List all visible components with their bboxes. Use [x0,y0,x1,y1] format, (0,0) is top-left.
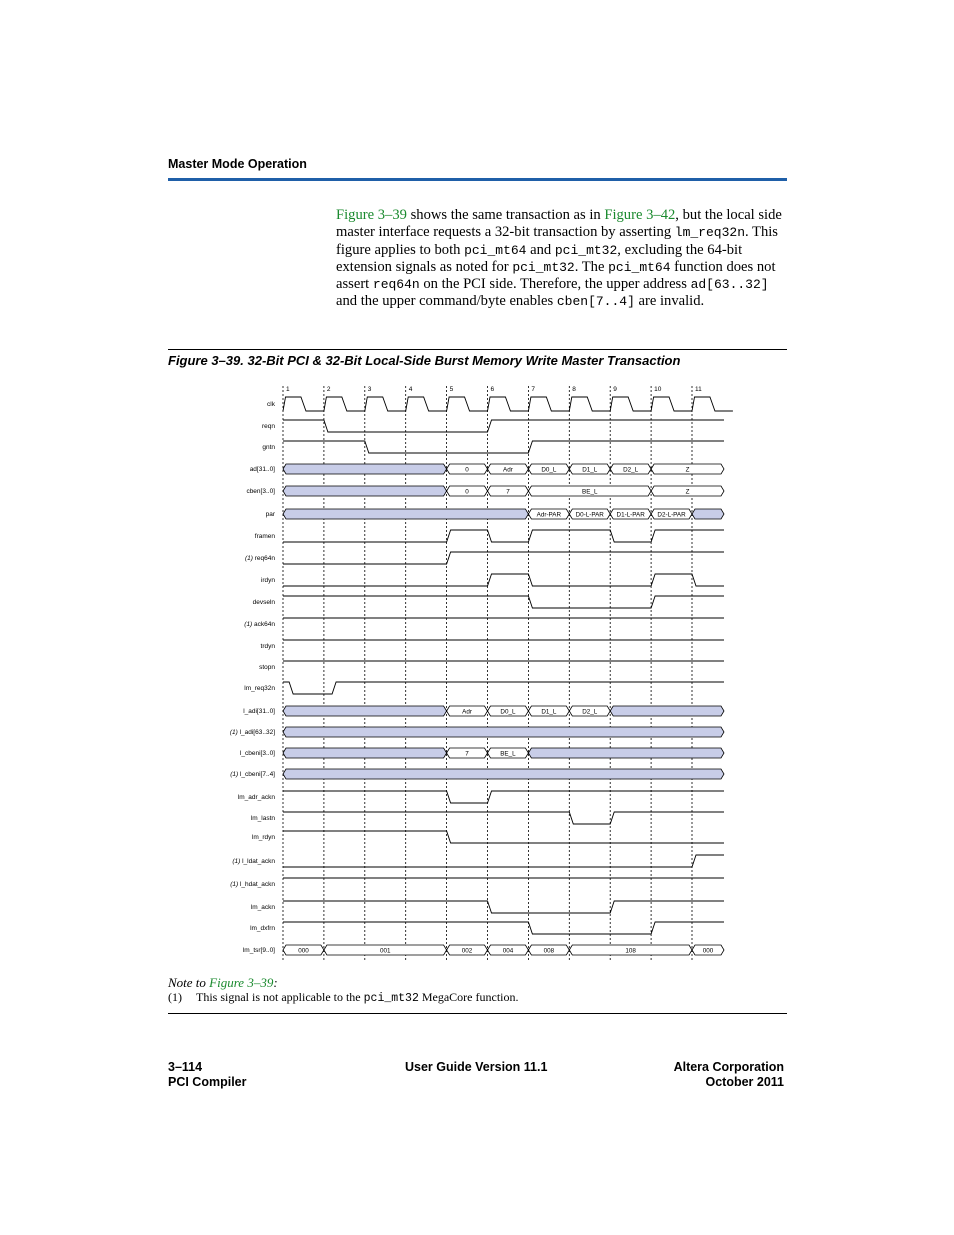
product-name: PCI Compiler [168,1075,247,1089]
bus-value-label: Z [685,488,690,496]
bus-value-label: 000 [298,947,309,955]
bus-value-label: 008 [543,947,555,955]
figure-bottom-rule [168,1013,787,1014]
bus-segment [283,464,447,474]
bus-value-label: D2_L [582,708,598,716]
signal-label: lm_lastn [250,815,275,822]
bus-value-label: D1_L [582,466,598,474]
note-text: This signal is not applicable to the [196,990,364,1004]
clk-waveform [283,397,733,411]
bus-value-label: D1_L [541,708,557,716]
bus-value-label: Adr-PAR [536,511,562,519]
figure-title: Figure 3–39. 32-Bit PCI & 32-Bit Local-Side Burst Memory Write Master Transaction [168,353,681,368]
clock-number: 8 [572,386,576,393]
code-term: req64n [372,277,420,293]
code-term: lm_req32n [674,225,745,241]
signal-waveform [283,530,724,542]
publish-date: October 2011 [705,1075,784,1089]
signal-waveform [283,552,724,564]
bus-segment [283,748,447,758]
signal-label: lm_adr_ackn [237,794,275,801]
signal-label: gntn [262,444,275,451]
note-number: (1) [168,990,182,1004]
company-name: Altera Corporation [673,1060,784,1074]
bus-value-label: 001 [379,947,391,955]
signal-label: lm_req32n [244,685,275,692]
note-text: MegaCore function. [418,990,519,1004]
signal-waveform [283,901,724,913]
figure-link[interactable]: Figure 3–39 [336,207,407,223]
signal-label: par [265,511,275,518]
bus-value-label: BE_L [582,488,598,496]
clock-number: 5 [449,386,454,393]
signal-waveform [283,441,724,453]
code-term: pci_mt32 [363,992,419,1005]
clock-number: 1 [286,386,290,393]
signal-label: lm_tsr[9..0] [242,947,275,954]
figure-link[interactable]: Figure 3–42 [604,207,676,223]
bus-segment [692,509,724,519]
footer-left [168,1060,247,1090]
code-term: pci_mt64 [464,242,527,258]
signal-label: stopn [259,664,275,671]
signal-label: (1) l_cbeni[7..4] [230,771,275,778]
bus-value-label: 7 [506,488,510,496]
intro-text: on the PCI side. Therefore, the upper address [419,276,691,293]
bus-value-label: 7 [465,750,469,758]
note-heading-text: Note to [168,975,210,990]
clock-number: 7 [531,386,536,393]
signal-label: cben[3..0] [246,488,275,495]
bus-segment [283,727,724,737]
guide-version: User Guide Version 11.1 [405,1060,548,1074]
clock-number: 6 [490,386,495,393]
signal-waveform [283,831,724,843]
signal-label: l_cbeni[3..0] [239,750,275,757]
signal-label: lm_dxfrn [250,925,275,932]
bus-value-label: 0 [465,488,469,496]
signal-waveform [283,855,724,867]
intro-text: , excluding the 64-bit extension signals as noted for [336,241,743,275]
bus-value-label: 000 [702,947,714,955]
signal-waveform [283,682,724,694]
bus-value-label: Adr [503,466,513,474]
signal-label: irdyn [260,577,275,584]
intro-text: shows the same transaction as in [406,207,605,223]
clock-number: 9 [613,386,617,393]
clock-number: 10 [654,386,662,393]
clock-number: 4 [408,386,413,393]
clock-number: 3 [367,386,372,393]
bus-value-label: D0_L [500,708,516,716]
signal-label: devseln [252,599,275,606]
code-term: ad[63..32] [690,277,769,293]
signal-label: clk [267,401,275,408]
signal-label: framen [254,533,275,540]
signal-label: (1) l_ldat_ackn [232,858,275,865]
intro-text: and [526,241,555,258]
signal-waveform [283,812,724,824]
code-term: cben[7..4] [556,294,635,310]
bus-value-label: 002 [461,947,473,955]
clock-number: 2 [326,386,331,393]
signal-waveform [283,596,724,608]
signal-waveform [283,420,724,432]
note-heading-text: : [273,975,278,990]
bus-segment [528,748,724,758]
intro-text: function does not assert [336,258,776,293]
signal-label: lm_ackn [250,904,275,911]
footer-center [405,1060,547,1075]
figure-note-heading [168,975,278,991]
intro-text: are invalid. [634,293,705,310]
bus-value-label: D2-L-PAR [657,511,686,519]
figure-note-item [168,990,519,1005]
signal-label: lm_rdyn [251,834,275,841]
signal-label: l_adi[31..0] [243,708,275,715]
signal-label: (1) l_hdat_ackn [230,881,275,888]
signal-waveform [283,574,724,586]
bus-value-label: 108 [625,947,636,955]
bus-value-label: BE_L [500,750,516,758]
signal-label: (1) ack64n [244,621,275,628]
code-term: pci_mt32 [554,242,618,258]
page-number: 3–114 [168,1060,203,1074]
bus-value-label: Adr [462,708,472,716]
bus-value-label: D0-L-PAR [575,511,604,519]
bus-segment [283,769,724,779]
bus-value-label: D1-L-PAR [616,511,645,519]
intro-text: . This figure applies to both [336,224,778,258]
signal-waveform [283,791,724,803]
figure-link[interactable]: Figure 3–39 [209,975,274,990]
intro-text: and the upper command/byte enables [336,293,557,310]
clock-number: 11 [695,386,702,393]
bus-segment [283,486,447,496]
bus-value-label: D0_L [541,466,557,474]
bus-value-label: 004 [502,947,514,955]
bus-segment [610,706,724,716]
signal-label: (1) req64n [245,555,275,562]
signal-label: ad[31..0] [249,466,275,473]
bus-value-label: Z [685,466,690,474]
code-term: pci_mt32 [512,259,575,275]
bus-value-label: 0 [465,466,469,474]
intro-text: , but the local side master interface requests a 32-bit transaction by asserting [336,207,782,241]
bus-value-label: D2_L [623,466,639,474]
section-header: Master Mode Operation [168,157,307,171]
intro-text: . The [574,258,609,275]
footer-right [640,1060,784,1090]
bus-segment [283,509,528,519]
code-term: pci_mt64 [608,259,671,275]
signal-label: reqn [261,423,275,430]
signal-label: trdyn [260,643,275,650]
signal-label: (1) l_adi[63..32] [229,729,275,736]
bus-segment [283,706,447,716]
signal-waveform [283,922,724,934]
